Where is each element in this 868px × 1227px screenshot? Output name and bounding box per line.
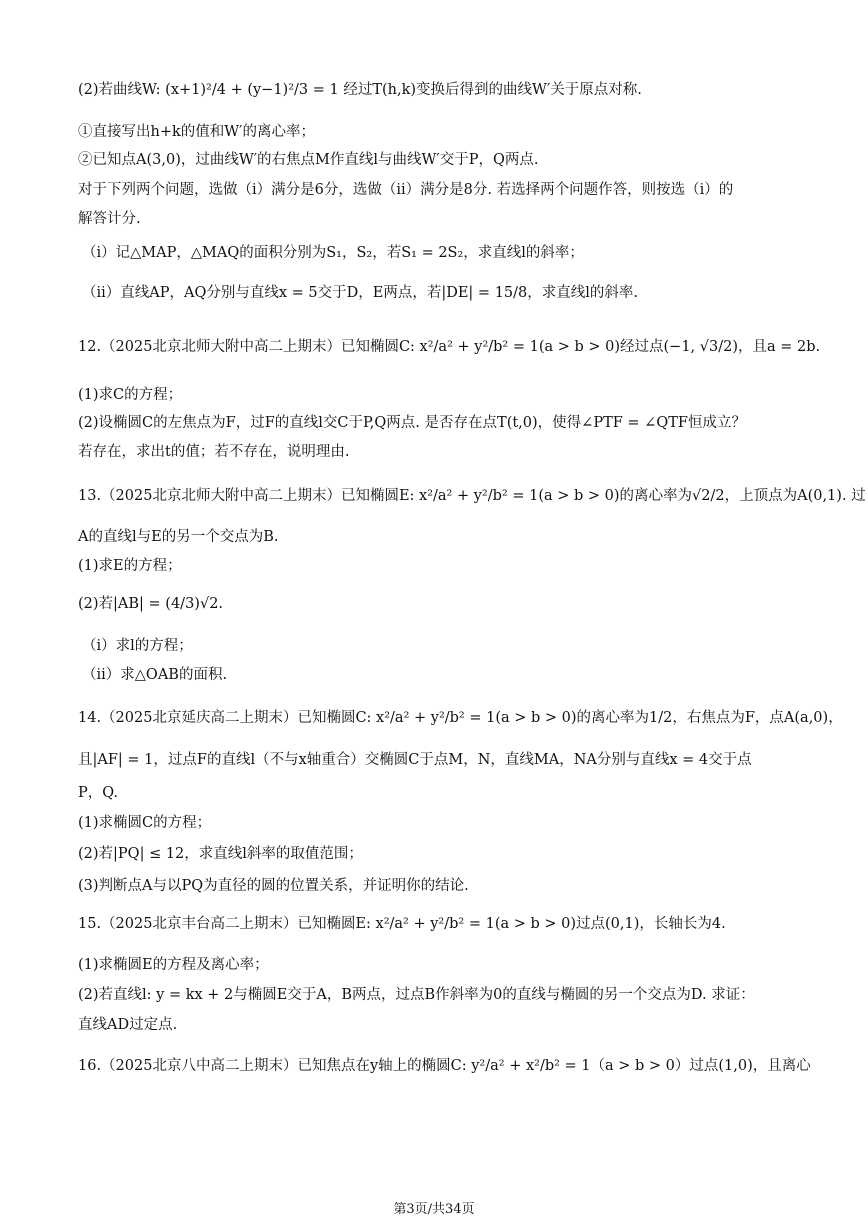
page-footer: 第3页/共34页 xyxy=(393,1202,475,1217)
text-line: P，Q. xyxy=(78,785,119,801)
text-line: ①直接写出h+k的值和W′的离心率； xyxy=(78,124,315,140)
question-12-stem: 12.（2025北京北师大附中高二上期末）已知椭圆C: x²/a² + y²/b² = 1(a > b > 0)经过点(−1, √3/2)，且a = 2b. xyxy=(78,339,821,355)
text-line: （ii）直线AP，AQ分别与直线x = 5交于D，E两点，若|DE| = 15/8，求直线l的斜率. xyxy=(82,285,638,301)
text-line: （i）求l的方程； xyxy=(82,638,193,654)
question-14-stem: 14.（2025北京延庆高二上期末）已知椭圆C: x²/a² + y²/b² = 1(a > b > 0)的离心率为1/2，右焦点为F，点A(a,0)， xyxy=(78,710,843,726)
text-line: (1)求E的方程； xyxy=(78,558,182,574)
text-line: ②已知点A(3,0)，过曲线W′的右焦点M作直线l与曲线W′交于P，Q两点. xyxy=(78,152,539,168)
text-line: (2)若|PQ| ≤ 12，求直线l斜率的取值范围； xyxy=(78,846,363,862)
question-13-stem: 13.（2025北京北师大附中高二上期末）已知椭圆E: x²/a² + y²/b² = 1(a > b > 0)的离心率为√2/2，上顶点为A(0,1). 过 xyxy=(78,488,866,504)
text-line: A的直线l与E的另一个交点为B. xyxy=(78,529,279,545)
text-line: (3)判断点A与以PQ为直径的圆的位置关系，并证明你的结论. xyxy=(78,878,469,894)
text-line: 且|AF| = 1，过点F的直线l（不与x轴重合）交椭圆C于点M，N，直线MA，NA分别与直线x = 4交于点 xyxy=(78,752,752,768)
text-line: 若存在，求出t的值；若不存在，说明理由. xyxy=(78,444,350,460)
text-line: 对于下列两个问题，选做（i）满分是6分，选做（ii）满分是8分. 若选择两个问题作答，则按选（i）的 xyxy=(78,182,734,198)
text-line: (2)若曲线W: (x+1)²/4 + (y−1)²/3 = 1 经过T(h,k)变换后得到的曲线W′关于原点对称. xyxy=(78,82,642,98)
text-line: (1)求椭圆E的方程及离心率； xyxy=(78,957,269,973)
text-line: （ii）求△OAB的面积. xyxy=(82,667,228,683)
text-line: 直线AD过定点. xyxy=(78,1017,178,1033)
text-line: (2)若|AB| = (4/3)√2. xyxy=(78,596,224,612)
text-line: (1)求椭圆C的方程； xyxy=(78,815,212,831)
text-line: (1)求C的方程； xyxy=(78,387,183,403)
text-line: 解答计分. xyxy=(78,211,141,227)
text-line: (2)设椭圆C的左焦点为F，过F的直线l交C于P,Q两点. 是否存在点T(t,0)，使得∠PTF = ∠QTF恒成立？ xyxy=(78,415,746,431)
question-16-stem: 16.（2025北京八中高二上期末）已知焦点在y轴上的椭圆C: y²/a² + x²/b² = 1（a > b > 0）过点(1,0)，且离心 xyxy=(78,1058,811,1074)
text-line: (2)若直线l: y = kx + 2与椭圆E交于A，B两点，过点B作斜率为0的直线与椭圆的另一个交点为D. 求证： xyxy=(78,987,755,1003)
text-line: （i）记△MAP，△MAQ的面积分别为S₁，S₂，若S₁ = 2S₂，求直线l的斜率； xyxy=(82,245,584,261)
question-15-stem: 15.（2025北京丰台高二上期末）已知椭圆E: x²/a² + y²/b² = 1(a > b > 0)过点(0,1)，长轴长为4. xyxy=(78,916,726,932)
